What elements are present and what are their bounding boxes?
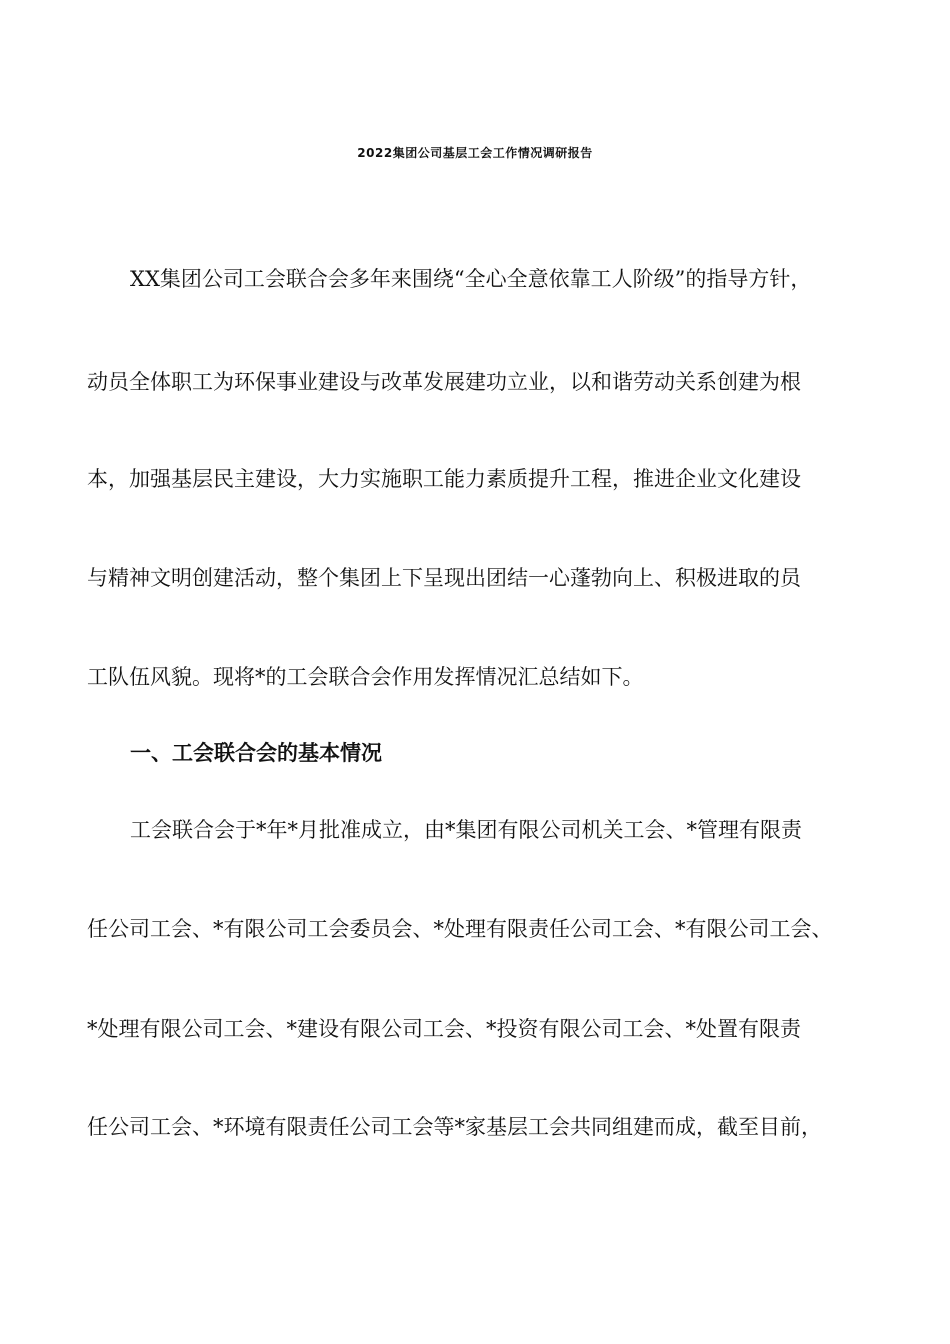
paragraph-1-line-3: 本，加强基层民主建设，大力实施职工能力素质提升工程，推进企业文化建设 (87, 467, 801, 491)
paragraph-2-line-2: 任公司工会、*有限公司工会委员会、*处理有限责任公司工会、*有限公司工会、 (87, 917, 833, 941)
paragraph-2-line-3: *处理有限公司工会、*建设有限公司工会、*投资有限公司工会、*处置有限责 (87, 1017, 801, 1041)
paragraph-2-line-4: 任公司工会、*环境有限责任公司工会等*家基层工会共同组建而成，截至目前， (87, 1115, 822, 1139)
paragraph-1-line-2: 动员全体职工为环保事业建设与改革发展建功立业，以和谐劳动关系创建为根 (87, 370, 801, 394)
paragraph-1-line-5: 工队伍风貌。现将*的工会联合会作用发挥情况汇总结如下。 (87, 665, 644, 689)
paragraph-2-line-1: 工会联合会于*年*月批准成立，由*集团有限公司机关工会、*管理有限责 (130, 818, 802, 842)
paragraph-1-line-4: 与精神文明创建活动，整个集团上下呈现出团结一心蓬勃向上、积极进取的员 (87, 566, 801, 590)
paragraph-1-line-1: XX集团公司工会联合会多年来围绕“全心全意依靠工人阶级”的指导方针， (130, 267, 812, 291)
section-1-heading: 一、工会联合会的基本情况 (130, 741, 382, 765)
document-title: 2022集团公司基层工会工作情况调研报告 (357, 146, 593, 160)
